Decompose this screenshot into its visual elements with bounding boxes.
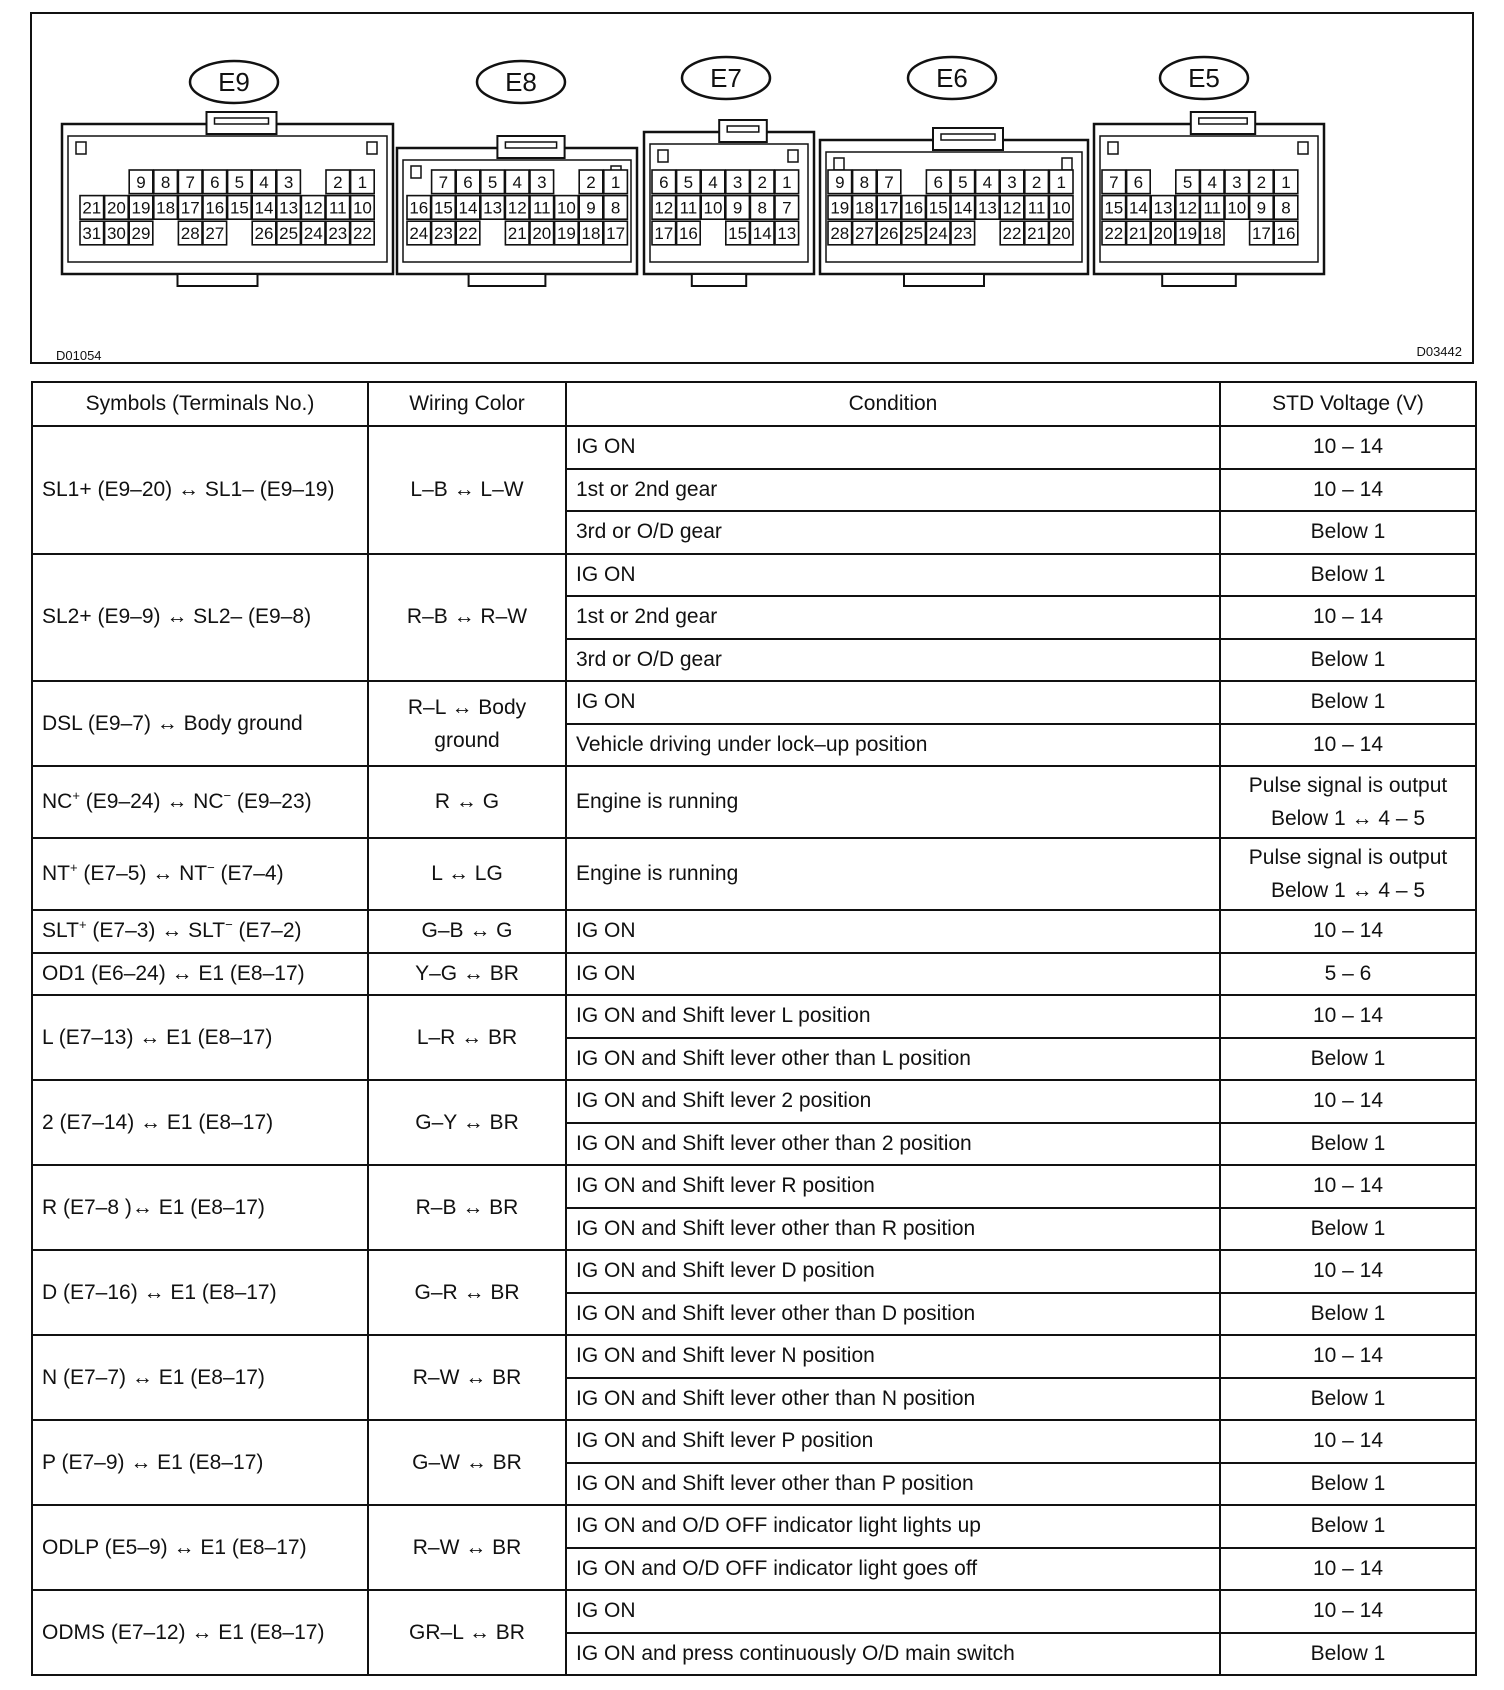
terminal-symbol bbox=[32, 910, 368, 953]
connector-e5-pin-label-6: 6 bbox=[1133, 173, 1144, 192]
symbol-text: (E7–3) ↔ SLT bbox=[86, 919, 226, 943]
terminal-symbol bbox=[32, 838, 368, 910]
table-row bbox=[32, 1165, 1476, 1208]
polarity-superscript: − bbox=[225, 917, 233, 933]
polarity-superscript: − bbox=[207, 860, 215, 875]
connector-e9-pin-label-13: 13 bbox=[279, 198, 299, 218]
table-row bbox=[32, 953, 1476, 996]
wiring-color: R–B ↔ R–W bbox=[368, 554, 566, 682]
connector-e7-pin-label-2: 2 bbox=[757, 173, 767, 192]
connector-e8-pin-label-11: 11 bbox=[532, 198, 551, 218]
connector-e6-tab-left bbox=[834, 158, 844, 170]
connector-e6-pin-label-22: 22 bbox=[1002, 224, 1022, 244]
wiring-color: L–B ↔ L–W bbox=[368, 426, 566, 554]
symbol-text: (E9–23) bbox=[231, 790, 312, 813]
connector-e5-pin-label-11: 11 bbox=[1203, 198, 1222, 218]
connector-e9-pin-label-31: 31 bbox=[82, 224, 102, 244]
std-voltage: Below 1 bbox=[1220, 554, 1476, 597]
condition: IG ON bbox=[566, 426, 1220, 469]
std-voltage: Below 1 bbox=[1220, 1038, 1476, 1081]
terminal-symbol bbox=[32, 766, 368, 838]
std-voltage: 10 – 14 bbox=[1220, 1080, 1476, 1123]
connector-e9-pin-label-3: 3 bbox=[283, 173, 294, 192]
connector-e9-pin-label-19: 19 bbox=[131, 198, 151, 218]
condition: IG ON and Shift lever P position bbox=[566, 1420, 1220, 1463]
wiring-color: R–B ↔ BR bbox=[368, 1165, 566, 1250]
connector-e6-pin-label-11: 11 bbox=[1027, 198, 1046, 218]
connector-e8-tab-left bbox=[411, 166, 421, 178]
std-voltage: Below 1 bbox=[1220, 1293, 1476, 1336]
wiring-color: G–R ↔ BR bbox=[368, 1250, 566, 1335]
condition: IG ON bbox=[566, 681, 1220, 724]
wiring-color: L–R ↔ BR bbox=[368, 995, 566, 1080]
connector-e8-pin-label-21: 21 bbox=[507, 224, 527, 244]
connector-e5-pin-label-20: 20 bbox=[1153, 224, 1173, 244]
connector-e7-pin-label-4: 4 bbox=[708, 173, 718, 192]
condition: IG ON and Shift lever other than N position bbox=[566, 1378, 1220, 1421]
connector-e5-pin-label-12: 12 bbox=[1178, 198, 1198, 218]
connector-e6-tab-right bbox=[1062, 158, 1072, 170]
header-symbols: Symbols (Terminals No.) bbox=[32, 382, 368, 426]
std-voltage: Below 1 bbox=[1220, 1123, 1476, 1166]
connector-e9-pin-label-30: 30 bbox=[106, 224, 126, 244]
connector-e9-pin-label-4: 4 bbox=[259, 173, 269, 192]
condition: Vehicle driving under lock–up position bbox=[566, 724, 1220, 767]
std-voltage: 10 – 14 bbox=[1220, 596, 1476, 639]
connector-e9-pin-label-5: 5 bbox=[234, 173, 245, 192]
connector-e5-tab-left bbox=[1108, 142, 1118, 154]
connector-e8-latch bbox=[497, 136, 564, 158]
connector-e5-pin-label-14: 14 bbox=[1128, 198, 1148, 218]
connector-e7-pin-label-12: 12 bbox=[654, 198, 674, 218]
connector-e6-pin-label-3: 3 bbox=[1007, 173, 1017, 192]
connector-e7-pin-label-10: 10 bbox=[703, 198, 723, 218]
std-voltage: Below 1 bbox=[1220, 681, 1476, 724]
condition: 3rd or O/D gear bbox=[566, 639, 1220, 682]
std-voltage: 10 – 14 bbox=[1220, 1548, 1476, 1591]
table-row bbox=[32, 554, 1476, 597]
connector-e8-pin-label-19: 19 bbox=[556, 224, 576, 244]
connector-e7-pin-label-8: 8 bbox=[757, 198, 767, 218]
connector-e5-pin-label-21: 21 bbox=[1128, 224, 1148, 244]
connector-e6-latch bbox=[933, 128, 1003, 150]
connector-e8-pin-label-5: 5 bbox=[487, 173, 498, 192]
connector-e9-pin-label-29: 29 bbox=[131, 224, 151, 244]
connector-e6-label: E6 bbox=[936, 63, 968, 93]
connector-e9-pin-label-12: 12 bbox=[303, 198, 323, 218]
connector-e6-pin-label-27: 27 bbox=[854, 224, 874, 244]
std-voltage-line: Pulse signal is output bbox=[1248, 846, 1448, 869]
connector-e5-pin-label-4: 4 bbox=[1207, 173, 1217, 192]
table-row bbox=[32, 1590, 1476, 1633]
connector-e9-pin-label-15: 15 bbox=[229, 198, 249, 218]
connector-e6-pin-label-4: 4 bbox=[982, 173, 993, 192]
wiring-color bbox=[368, 681, 566, 766]
connector-e8-pin-label-16: 16 bbox=[409, 198, 429, 218]
terminal-symbol: SL1+ (E9–20) ↔ SL1– (E9–19) bbox=[32, 426, 368, 554]
connector-e7-tab-left bbox=[658, 150, 668, 162]
table-row bbox=[32, 1080, 1476, 1123]
connector-e9-pin-label-23: 23 bbox=[328, 224, 348, 244]
connector-e5-pin-label-3: 3 bbox=[1232, 173, 1242, 192]
connector-e9-pin-label-28: 28 bbox=[180, 224, 200, 244]
connector-e9-pin-label-16: 16 bbox=[205, 198, 225, 218]
connector-e6-pin-label-1: 1 bbox=[1056, 173, 1066, 192]
connector-e9-pin-label-1: 1 bbox=[357, 173, 368, 192]
figure-code-left: D01054 bbox=[56, 348, 102, 363]
connector-e5-label: E5 bbox=[1188, 63, 1220, 93]
std-voltage: 10 – 14 bbox=[1220, 1590, 1476, 1633]
connector-e6-pin-label-15: 15 bbox=[928, 198, 948, 218]
connector-e5-pin-label-9: 9 bbox=[1256, 198, 1267, 218]
table-row bbox=[32, 766, 1476, 838]
terminal-symbol: 2 (E7–14) ↔ E1 (E8–17) bbox=[32, 1080, 368, 1165]
connector-e9-latch bbox=[207, 112, 277, 134]
polarity-superscript: − bbox=[223, 788, 232, 803]
connector-e5-pin-label-8: 8 bbox=[1281, 198, 1291, 218]
connector-e7-pin-label-9: 9 bbox=[732, 198, 743, 218]
terminal-symbol: N (E7–7) ↔ E1 (E8–17) bbox=[32, 1335, 368, 1420]
connector-e8-pin-label-14: 14 bbox=[458, 198, 478, 218]
connector-e6-pin-label-17: 17 bbox=[879, 198, 899, 218]
connector-e6-pin-label-25: 25 bbox=[904, 224, 924, 244]
connector-e9-pin-label-7: 7 bbox=[185, 173, 195, 192]
table-row bbox=[32, 1505, 1476, 1548]
connector-e9-pin-label-21: 21 bbox=[82, 198, 102, 218]
connector-e7-pin-label-11: 11 bbox=[679, 198, 698, 218]
connector-e9-pin-label-11: 11 bbox=[328, 198, 347, 218]
std-voltage: 10 – 14 bbox=[1220, 469, 1476, 512]
table-row bbox=[32, 426, 1476, 469]
connector-e9-label: E9 bbox=[218, 67, 250, 97]
condition: 1st or 2nd gear bbox=[566, 596, 1220, 639]
table-body bbox=[32, 426, 1476, 1675]
symbol-text: (E9–24) ↔ NC bbox=[79, 790, 224, 813]
connector-e8-pin-label-13: 13 bbox=[483, 198, 503, 218]
condition: IG ON and Shift lever other than D position bbox=[566, 1293, 1220, 1336]
std-voltage: Below 1 bbox=[1220, 1463, 1476, 1506]
connector-e6-pin-label-18: 18 bbox=[854, 198, 874, 218]
std-voltage: 10 – 14 bbox=[1220, 1420, 1476, 1463]
std-voltage: Below 1 bbox=[1220, 1378, 1476, 1421]
std-voltage-line: Pulse signal is output bbox=[1248, 774, 1448, 797]
connector-e8-key bbox=[469, 274, 546, 286]
condition: IG ON and Shift lever other than L position bbox=[566, 1038, 1220, 1081]
wiring-color: G–Y ↔ BR bbox=[368, 1080, 566, 1165]
terminal-symbol: DSL (E9–7) ↔ Body ground bbox=[32, 681, 368, 766]
connector-e6-pin-label-10: 10 bbox=[1051, 198, 1071, 218]
connector-e7-pin-label-3: 3 bbox=[732, 173, 743, 192]
connector-e5-tab-right bbox=[1298, 142, 1308, 154]
std-voltage: 5 – 6 bbox=[1220, 953, 1476, 996]
condition: IG ON and O/D OFF indicator light lights up bbox=[566, 1505, 1220, 1548]
connector-e5-pin-label-5: 5 bbox=[1182, 173, 1193, 192]
condition: Engine is running bbox=[566, 766, 1220, 838]
connector-e9-pin-label-26: 26 bbox=[254, 224, 274, 244]
connector-e9-pin-label-6: 6 bbox=[210, 173, 220, 192]
connector-e9-pin-label-22: 22 bbox=[352, 224, 372, 244]
connector-e9-pin-label-25: 25 bbox=[279, 224, 299, 244]
connector-e8-pin-label-23: 23 bbox=[433, 224, 453, 244]
connector-e8-pin-label-6: 6 bbox=[463, 173, 473, 192]
connector-e7-pin-label-17: 17 bbox=[654, 224, 674, 244]
connector-e7-label: E7 bbox=[710, 63, 742, 93]
connector-e7-pin-label-14: 14 bbox=[752, 224, 772, 244]
connector-e9-pin-label-24: 24 bbox=[303, 224, 323, 244]
connector-e5-latch bbox=[1191, 112, 1255, 134]
connector-e6-pin-label-20: 20 bbox=[1051, 224, 1071, 244]
connector-e5-pin-label-16: 16 bbox=[1276, 224, 1296, 244]
symbol-text: NC bbox=[42, 790, 73, 813]
connector-e8-pin-label-4: 4 bbox=[512, 173, 522, 192]
polarity-superscript: + bbox=[72, 788, 80, 803]
connector-e9-pin-label-18: 18 bbox=[156, 198, 176, 218]
std-voltage bbox=[1220, 838, 1476, 910]
connector-e7-pin-label-1: 1 bbox=[782, 173, 792, 192]
std-voltage: 10 – 14 bbox=[1220, 724, 1476, 767]
symbol-text: (E7–5) ↔ NT bbox=[77, 862, 208, 885]
connector-e7-pin-label-16: 16 bbox=[678, 224, 698, 244]
std-voltage: Below 1 bbox=[1220, 1208, 1476, 1251]
connector-e6-pin-label-14: 14 bbox=[953, 198, 973, 218]
connector-e9-pin-label-20: 20 bbox=[106, 198, 126, 218]
connector-e6-pin-label-28: 28 bbox=[830, 224, 850, 244]
connector-e7-pin-label-15: 15 bbox=[728, 224, 748, 244]
connector-e8-pin-label-8: 8 bbox=[610, 198, 621, 218]
condition: IG ON and Shift lever N position bbox=[566, 1335, 1220, 1378]
connector-e6-key bbox=[904, 274, 984, 286]
connector-e5-pin-label-22: 22 bbox=[1104, 224, 1124, 244]
std-voltage: 10 – 14 bbox=[1220, 1250, 1476, 1293]
wiring-color: R–W ↔ BR bbox=[368, 1505, 566, 1590]
connector-e5-pin-label-19: 19 bbox=[1178, 224, 1198, 244]
wiring-color: G–B ↔ G bbox=[368, 910, 566, 953]
symbol-text: (E7–4) bbox=[214, 862, 284, 885]
connector-e8-pin-label-12: 12 bbox=[507, 198, 527, 218]
connector-e7-pin-label-5: 5 bbox=[683, 173, 694, 192]
polarity-superscript: + bbox=[78, 917, 87, 933]
std-voltage: Below 1 bbox=[1220, 639, 1476, 682]
connector-e6-pin-label-6: 6 bbox=[933, 173, 943, 192]
connector-e9-pin-label-2: 2 bbox=[333, 173, 343, 192]
table-row bbox=[32, 1250, 1476, 1293]
connector-e9-pin-label-14: 14 bbox=[254, 198, 274, 218]
condition: IG ON and O/D OFF indicator light goes off bbox=[566, 1548, 1220, 1591]
condition: IG ON and Shift lever 2 position bbox=[566, 1080, 1220, 1123]
terminal-symbol: D (E7–16) ↔ E1 (E8–17) bbox=[32, 1250, 368, 1335]
header-wiring-color: Wiring Color bbox=[368, 382, 566, 426]
wiring-color: G–W ↔ BR bbox=[368, 1420, 566, 1505]
connector-e6-pin-label-2: 2 bbox=[1031, 173, 1042, 192]
connector-e6-pin-label-23: 23 bbox=[953, 224, 973, 244]
connector-e5-pin-label-2: 2 bbox=[1256, 173, 1267, 192]
condition: IG ON and Shift lever R position bbox=[566, 1165, 1220, 1208]
connector-e8-pin-label-24: 24 bbox=[409, 224, 429, 244]
std-voltage: Below 1 bbox=[1220, 511, 1476, 554]
std-voltage bbox=[1220, 766, 1476, 838]
connector-e5-pin-label-17: 17 bbox=[1251, 224, 1271, 244]
connector-e9-key bbox=[178, 274, 258, 286]
condition: Engine is running bbox=[566, 838, 1220, 910]
condition: 1st or 2nd gear bbox=[566, 469, 1220, 512]
connector-e6-pin-label-19: 19 bbox=[830, 198, 850, 218]
wiring-color-line: R–L ↔ Body bbox=[407, 695, 527, 719]
connector-e9-tab-left bbox=[76, 142, 86, 154]
table-header-row bbox=[32, 382, 1476, 426]
connector-e8-label: E8 bbox=[505, 67, 537, 97]
table-row bbox=[32, 1420, 1476, 1463]
connector-e5-pin-label-13: 13 bbox=[1153, 198, 1173, 218]
connector-diagram-drawing bbox=[32, 14, 1472, 362]
connector-e5-pin-label-10: 10 bbox=[1227, 198, 1247, 218]
symbol-text: NT bbox=[42, 862, 70, 885]
connector-e7-tab-right bbox=[788, 150, 798, 162]
connector-e5-pin-label-15: 15 bbox=[1104, 198, 1124, 218]
connector-e8-pin-label-10: 10 bbox=[556, 198, 576, 218]
wiring-color: Y–G ↔ BR bbox=[368, 953, 566, 996]
connector-e6-pin-label-7: 7 bbox=[884, 173, 894, 192]
connector-e6-pin-label-21: 21 bbox=[1027, 224, 1047, 244]
connector-e7-key bbox=[692, 274, 746, 286]
std-voltage-line: Below 1 ↔ 4 – 5 bbox=[1270, 807, 1426, 830]
terminal-symbol: L (E7–13) ↔ E1 (E8–17) bbox=[32, 995, 368, 1080]
std-voltage: 10 – 14 bbox=[1220, 1335, 1476, 1378]
condition: IG ON and Shift lever D position bbox=[566, 1250, 1220, 1293]
connector-e8-pin-label-2: 2 bbox=[586, 173, 596, 192]
connector-e8-pin-label-15: 15 bbox=[433, 198, 453, 218]
connector-e8-pin-label-18: 18 bbox=[581, 224, 601, 244]
connector-e9-pin-label-9: 9 bbox=[136, 173, 146, 192]
table-row bbox=[32, 1335, 1476, 1378]
table-row bbox=[32, 681, 1476, 724]
connector-e9-pin-label-10: 10 bbox=[352, 198, 372, 218]
condition: IG ON and Shift lever other than 2 position bbox=[566, 1123, 1220, 1166]
connector-e8-pin-label-9: 9 bbox=[586, 198, 596, 218]
connector-e8-pin-label-7: 7 bbox=[438, 173, 449, 192]
wiring-color: R–W ↔ BR bbox=[368, 1335, 566, 1420]
terminal-symbol: OD1 (E6–24) ↔ E1 (E8–17) bbox=[32, 953, 368, 996]
connector-e9-pin-label-27: 27 bbox=[205, 224, 225, 244]
std-voltage: 10 – 14 bbox=[1220, 995, 1476, 1038]
connector-e6-pin-label-5: 5 bbox=[958, 173, 968, 192]
wiring-color-line: ground bbox=[434, 728, 500, 752]
connector-e8-pin-label-17: 17 bbox=[606, 224, 626, 244]
condition: 3rd or O/D gear bbox=[566, 511, 1220, 554]
connector-e6-pin-label-8: 8 bbox=[859, 173, 870, 192]
connector-diagram bbox=[30, 12, 1474, 364]
std-voltage: Below 1 bbox=[1220, 1505, 1476, 1548]
connector-e7-pin-label-7: 7 bbox=[782, 198, 792, 218]
condition: IG ON and press continuously O/D main switch bbox=[566, 1633, 1220, 1676]
connector-e8-pin-label-3: 3 bbox=[537, 173, 547, 192]
terminal-symbol: ODLP (E5–9) ↔ E1 (E8–17) bbox=[32, 1505, 368, 1590]
connector-e6-pin-label-12: 12 bbox=[1002, 198, 1022, 218]
table-row bbox=[32, 838, 1476, 910]
std-voltage: Below 1 bbox=[1220, 1633, 1476, 1676]
condition: IG ON bbox=[566, 910, 1220, 953]
wiring-color: L ↔ LG bbox=[368, 838, 566, 910]
wiring-color: R ↔ G bbox=[368, 766, 566, 838]
connector-e8-pin-label-20: 20 bbox=[532, 224, 552, 244]
connector-e9-pin-label-17: 17 bbox=[180, 198, 200, 218]
condition: IG ON bbox=[566, 953, 1220, 996]
condition: IG ON bbox=[566, 554, 1220, 597]
terminal-symbol: P (E7–9) ↔ E1 (E8–17) bbox=[32, 1420, 368, 1505]
connector-e9-tab-right bbox=[367, 142, 377, 154]
condition: IG ON and Shift lever L position bbox=[566, 995, 1220, 1038]
connector-e6-pin-label-26: 26 bbox=[879, 224, 899, 244]
connector-e5-key bbox=[1162, 274, 1236, 286]
std-voltage-line: Below 1 ↔ 4 – 5 bbox=[1270, 879, 1426, 902]
table-row bbox=[32, 995, 1476, 1038]
connector-e8-pin-label-22: 22 bbox=[458, 224, 478, 244]
condition: IG ON bbox=[566, 1590, 1220, 1633]
connector-e7-latch bbox=[719, 120, 767, 142]
connector-e7-pin-label-6: 6 bbox=[659, 173, 669, 192]
connector-e6-pin-label-13: 13 bbox=[977, 198, 997, 218]
connector-e6-pin-label-24: 24 bbox=[928, 224, 948, 244]
terminal-symbol: ODMS (E7–12) ↔ E1 (E8–17) bbox=[32, 1590, 368, 1675]
header-condition: Condition bbox=[566, 382, 1220, 426]
terminal-voltage-table bbox=[31, 381, 1477, 1676]
symbol-text: SLT bbox=[42, 919, 79, 943]
std-voltage: 10 – 14 bbox=[1220, 910, 1476, 953]
connector-e5-pin-label-1: 1 bbox=[1281, 173, 1291, 192]
connector-e8-pin-label-1: 1 bbox=[610, 173, 621, 192]
polarity-superscript: + bbox=[70, 860, 78, 875]
connector-e5-pin-label-18: 18 bbox=[1202, 224, 1222, 244]
condition: IG ON and Shift lever other than P position bbox=[566, 1463, 1220, 1506]
std-voltage: 10 – 14 bbox=[1220, 1165, 1476, 1208]
terminal-symbol: R (E7–8 )↔ E1 (E8–17) bbox=[32, 1165, 368, 1250]
std-voltage: 10 – 14 bbox=[1220, 426, 1476, 469]
wiring-color: GR–L ↔ BR bbox=[368, 1590, 566, 1675]
condition: IG ON and Shift lever other than R position bbox=[566, 1208, 1220, 1251]
figure-code-right: D03442 bbox=[1416, 344, 1462, 359]
header-std-voltage: STD Voltage (V) bbox=[1220, 382, 1476, 426]
connector-e6-pin-label-9: 9 bbox=[835, 173, 845, 192]
connector-e7-pin-label-13: 13 bbox=[777, 224, 797, 244]
connector-e6-pin-label-16: 16 bbox=[904, 198, 924, 218]
connector-e9-pin-label-8: 8 bbox=[160, 173, 171, 192]
symbol-text: (E7–2) bbox=[232, 919, 302, 943]
table-row bbox=[32, 910, 1476, 953]
terminal-symbol: SL2+ (E9–9) ↔ SL2– (E9–8) bbox=[32, 554, 368, 682]
connector-e5-pin-label-7: 7 bbox=[1109, 173, 1119, 192]
